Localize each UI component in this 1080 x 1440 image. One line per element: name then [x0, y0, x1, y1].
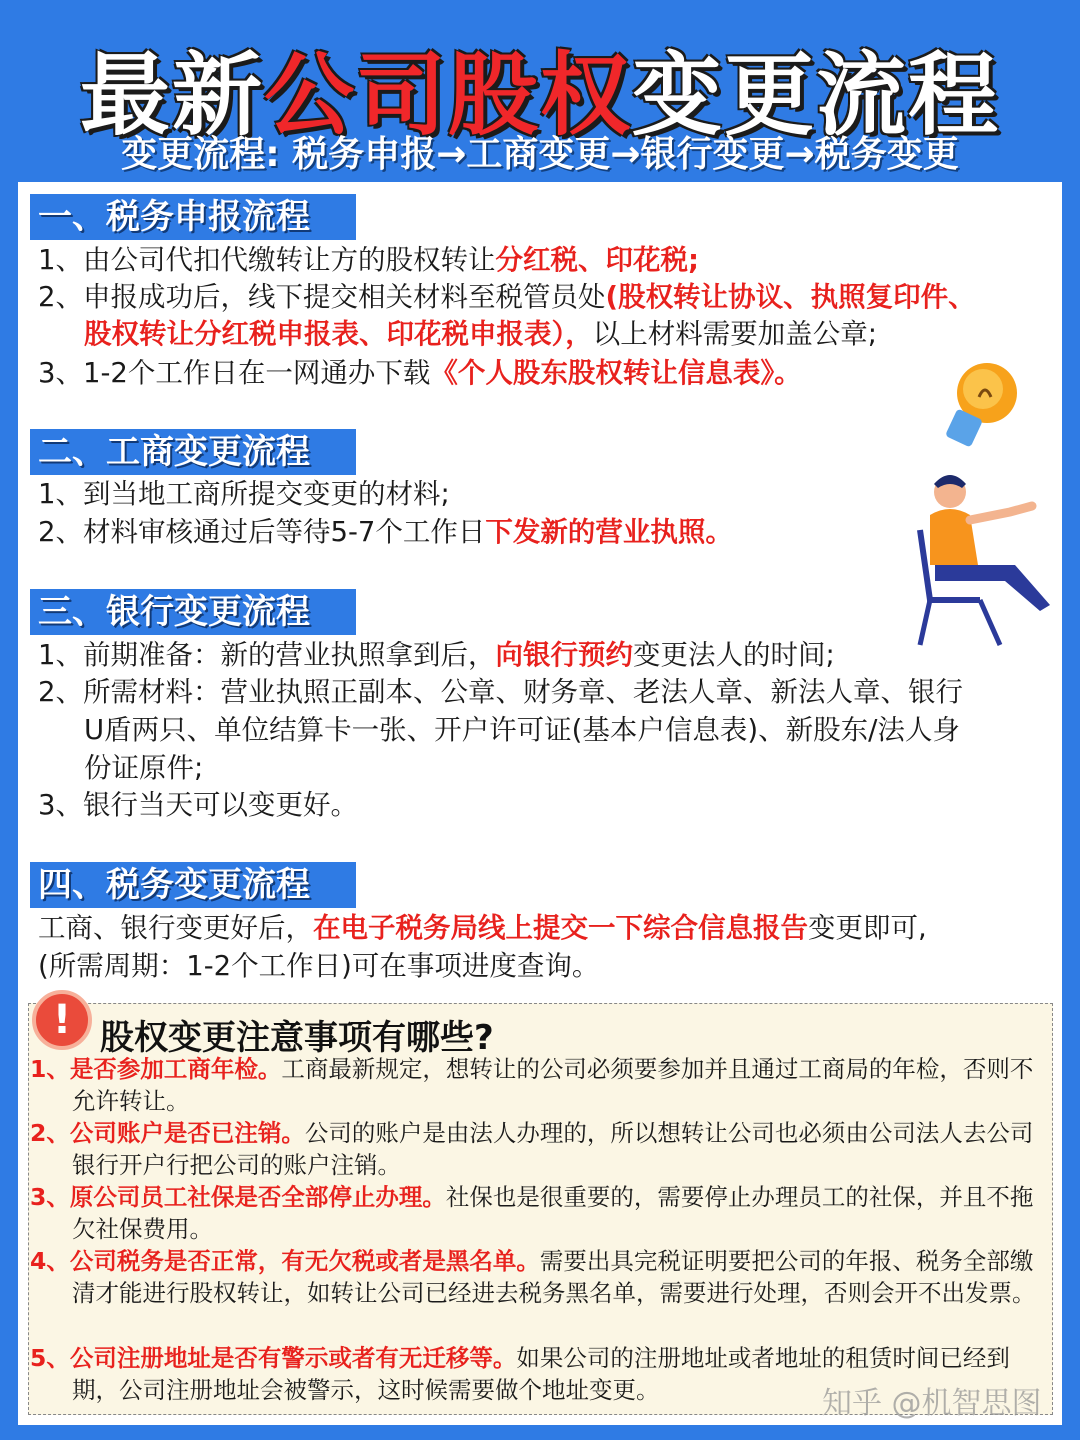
- item-body: 如果公司的注册地址或者地址的租赁时间已经到期，公司注册地址会被警示，这时候需要做个地址变更。: [72, 1344, 1010, 1404]
- item-heading: 公司注册地址是否有警示或者有无迁移等。: [69, 1344, 517, 1372]
- highlight: (股权转让协议、执照复印件、: [605, 281, 976, 313]
- text: 1、前期准备：新的营业执照拿到后，: [38, 639, 496, 671]
- text: 1、由公司代扣代缴转让方的股权转让: [38, 244, 496, 276]
- list-item: [38, 241, 699, 279]
- list-item: 份证原件;: [84, 752, 204, 784]
- section-heading-tax-declaration: 一、税务申报流程: [30, 194, 356, 240]
- list-item: [38, 354, 802, 392]
- text: 以上材料需要加盖公章;: [592, 318, 878, 350]
- exclamation-icon: !: [32, 990, 92, 1050]
- highlight: 下发新的营业执照。: [485, 516, 733, 548]
- highlight: 在电子税务局线上提交一下综合信息报告: [313, 912, 808, 944]
- item-body: 需要出具完税证明要把公司的年报、税务全部缴清才能进行股权转让，如转让公司已经进去税务黑名单，需要进行处理，否则会开不出发票。: [72, 1247, 1036, 1307]
- highlight: 股权转让分红税申报表、印花税申报表），: [84, 318, 593, 350]
- highlight: 《个人股东股权转让信息表》。: [430, 357, 802, 389]
- notice-title: 股权变更注意事项有哪些?: [100, 1018, 494, 1058]
- item-body: 社保也是很重要的，需要停止办理员工的社保，并且不拖欠社保费用。: [72, 1183, 1034, 1243]
- item-number: 4、: [30, 1247, 70, 1275]
- text: 2、申报成功后，线下提交相关材料至税管员处: [38, 281, 606, 313]
- list-item: [84, 315, 877, 353]
- item-number: 1、: [30, 1055, 70, 1083]
- item-number: 3、: [30, 1183, 70, 1211]
- list-item: [38, 278, 976, 316]
- highlight: 向银行预约: [495, 639, 633, 671]
- section-heading-tax-change: 四、税务变更流程: [30, 862, 356, 908]
- section-heading-bank-change: 三、银行变更流程: [30, 589, 356, 635]
- list-item: [38, 513, 733, 551]
- title-part: 变更流程: [632, 43, 1000, 148]
- person-sitting-illustration: [900, 470, 1065, 650]
- title-highlight: 公司股权: [264, 43, 632, 148]
- notice-item: [30, 1245, 1045, 1309]
- item-heading: 是否参加工商年检。: [69, 1055, 282, 1083]
- list-item: [38, 636, 835, 674]
- text: 3、1-2个工作日在一网通办下载: [38, 357, 431, 389]
- section-heading-business-change: 二、工商变更流程: [30, 429, 356, 475]
- item-body: 工商最新规定，想转让的公司必须要参加并且通过工商局的年检，否则不允许转让。: [72, 1055, 1034, 1115]
- item-number: 5、: [30, 1344, 70, 1372]
- text: 2、材料审核通过后等待5-7个工作日: [38, 516, 486, 548]
- notice-item: [30, 1181, 1045, 1245]
- list-item: (所需周期：1-2个工作日)可在事项进度查询。: [38, 950, 600, 982]
- lightbulb-icon: [935, 355, 1025, 455]
- list-item: 3、银行当天可以变更好。: [38, 789, 358, 821]
- process-subtitle: 变更流程: 税务申报→工商变更→银行变更→税务变更: [121, 134, 959, 175]
- text: 变更法人的时间;: [633, 639, 835, 671]
- watermark: 知乎 @机智思图: [822, 1386, 1042, 1421]
- item-number: 2、: [30, 1119, 70, 1147]
- list-item: U盾两只、单位结算卡一张、开户许可证(基本户信息表)、新股东/法人身: [84, 714, 960, 746]
- item-heading: 原公司员工社保是否全部停止办理。: [69, 1183, 446, 1211]
- list-item: 1、到当地工商所提交变更的材料;: [38, 478, 450, 510]
- item-body: 公司的账户是由法人办理的，所以想转让公司也必须由公司法人去公司银行开户行把公司的账户注销。: [72, 1119, 1034, 1179]
- item-heading: 公司账户是否已注销。: [69, 1119, 305, 1147]
- text: 工商、银行变更好后，: [38, 912, 313, 944]
- notice-item: [30, 1053, 1045, 1117]
- text: 变更即可,: [808, 912, 927, 944]
- title-part: 最新: [80, 43, 264, 148]
- highlight: 分红税、印花税;: [495, 244, 699, 276]
- list-item: [38, 909, 927, 947]
- list-item: 2、所需材料：营业执照正副本、公章、财务章、老法人章、新法人章、银行: [38, 676, 963, 708]
- item-heading: 公司税务是否正常，有无欠税或者是黑名单。: [69, 1247, 540, 1275]
- notice-item: [30, 1117, 1045, 1181]
